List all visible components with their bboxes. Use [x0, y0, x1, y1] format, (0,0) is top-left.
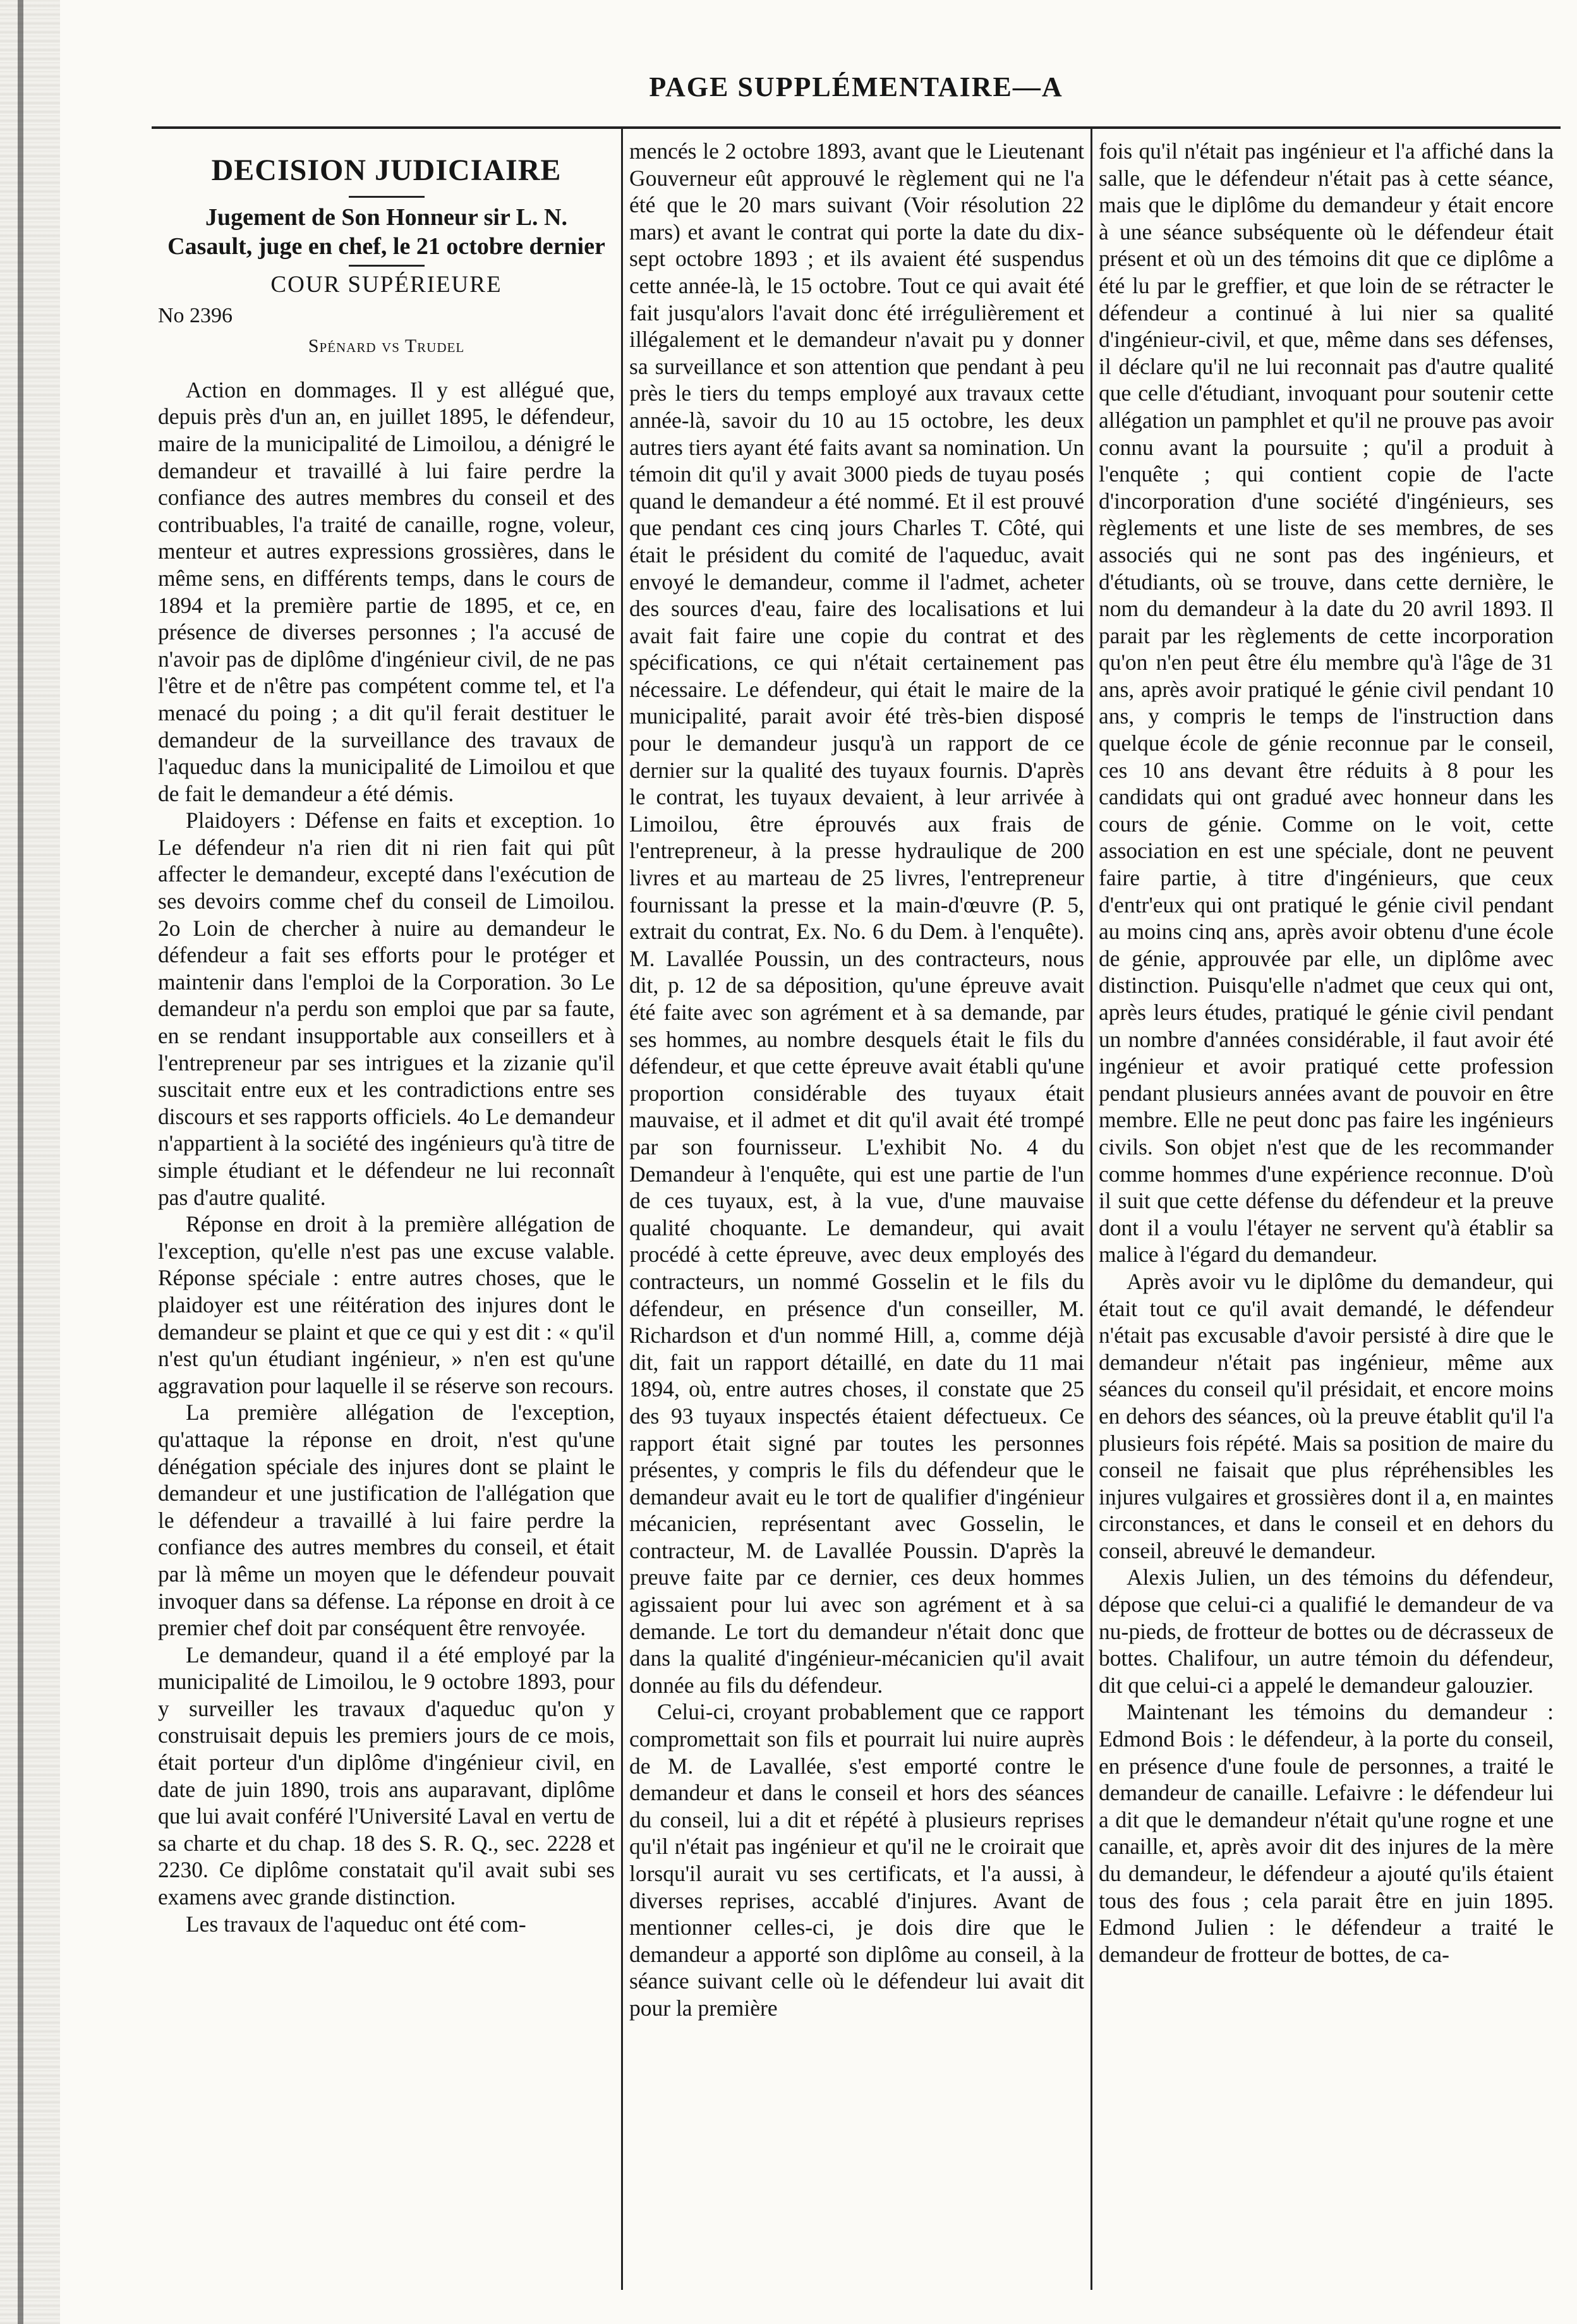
paragraph: fois qu'il n'était pas ingénieur et l'a affiché dans la salle, que le défendeur n'était pas à cette séance, mais que le diplôme du demandeur y était encore à une séance subséquente où le défendeur était présent et où un des témoins dit que ce diplôme a été lu par le greffier, et que loin de se rétracter le défendeur a continué à lui nier sa qualité d'ingénieur-civil, et que, même dans ses défenses, il déclare qu'il ne lui reconnait pas d'autre qualité que celle d'étudiant, invoquant pour soutenir cette allégation un pamphlet et qu'il ne prouve pas avoir connu avant la poursuite ; qu'il a produit à l'enquête ; qui contient copie de l'acte d'incorporation d'une société d'ingénieurs, ses règlements et une liste de ses membres, de ses associés qui ne sont pas des ingénieurs, et d'étudiants, où se trouve, dans cette dernière, le nom du demandeur à la date du 20 avril 1893. Il parait par les règlements de cette incorporation qu'on n'en peut être élu membre qu'à l'âge de 31 ans, après avoir pratiqué le génie civil pendant 10 ans, y compris le temps de l'instruction dans quelque école de génie reconnue par le conseil, ces 10 ans devant être réduits à 8 pour les candidats qui ont gradué avec honneur dans les cours de génie. Comme on le voit, cette association en est une spéciale, dont ne peuvent faire partie, à titre d'ingénieurs, que ceux d'entr'eux qui ont pratiqué le génie civil pendant au moins cinq ans, après avoir obtenu d'une école de génie, approuvée par elle, un diplôme avec distinction. Puisqu'elle n'admet que ceux qui ont, après leurs études, pratiqué le génie civil pendant un nombre d'années considérable, il faut avoir été ingénieur et avoir pratiqué cette profession pendant plusieurs années avant de pouvoir en être membre. Elle ne peut donc pas faire les ingénieurs civils. Son objet n'est que de les recommander comme hommes d'une expérience reconnue. D'où il suit que cette défense du défendeur et la preuve dont il a voulu l'étayer ne servent qu'à établir sa malice à l'égard du demandeur.	[1099, 138, 1554, 1268]
article-title: DECISION JUDICIAIRE	[211, 154, 562, 187]
binding-line	[18, 0, 23, 2324]
paragraph: mencés le 2 octobre 1893, avant que le Lieutenant Gouverneur eût approuvé le règlement qui ne l'a été que le 20 mars suivant (Voir résolution 22 mars) et avant le contrat qui porte la date du dix-sept octobre 1893 ; et ils avaient été suspendus cette année-là, le 15 octobre. Tout ce qui avait été fait jusqu'alors l'avait donc été irrégulièrement et illégalement et le demandeur n'avait pu y donner sa surveillance et son attention que pendant à peu près le tiers du temps employé aux travaux cette année-là, savoir du 10 au 15 octobre, les deux autres tiers ayant été faits avant sa nomination. Un témoin dit qu'il y avait 3000 pieds de tuyau posés quand le demandeur a été nommé. Et il est prouvé que pendant ces cinq jours Charles T. Côté, qui était le président du comité de l'aqueduc, avait envoyé le demandeur, comme il l'admet, acheter des sources d'eau, faire des localisations et lui avait fait faire une copie du contrat et des spécifications, ce qui n'était certainement pas nécessaire. Le défendeur, qui était le maire de la municipalité, parait avoir été très-bien disposé pour le demandeur jusqu'à un rapport de ce dernier sur la qualité des tuyaux fournis. D'après le contrat, les tuyaux devaient, à leur arrivée à Limoilou, être éprouvés aux frais de l'entrepreneur, à la presse hydraulique de 200 livres et au marteau de 25 livres, l'entrepreneur fournissant la presse et la main-d'œuvre (P. 5, extrait du contrat, Ex. No. 6 du Dem. à l'enquête). M. Lavallée Poussin, un des contracteurs, nous dit, p. 12 de sa déposition, qu'une épreuve avait été faite avec son agrément et à sa demande, par ses hommes, au nombre desquels était le fils du défendeur, et que cette épreuve avait établi qu'une proportion considérable des tuyaux était mauvaise, et il admet et dit qu'il avait été trompé par son fournisseur. L'exhibit No. 4 du Demandeur à l'enquête, qui est une partie de l'un de ces tuyaux, est, à la vue, d'une mauvaise qualité choquante. Le demandeur, qui avait procédé à cette épreuve, avec deux employés des contracteurs, un nommé Gosselin et le fils du défendeur, en présence d'un conseiller, M. Richardson et d'un nommé Hill, a, comme déjà dit, fait un rapport détaillé, en date du 11 mai 1894, où, entre autres choses, il constate que 25 des 93 tuyaux inspectés étaient défectueux. Ce rapport était signé par toutes les personnes présentes, y compris le fils du défendeur que le demandeur avait eu le tort de qualifier d'ingénieur mécanicien, représentant avec Gosselin, le contracteur, M. de Lavallée Poussin. D'après la preuve faite par ce dernier, ces deux hommes agissaient pour lui avec son agrément et à sa demande. Le tort du demandeur n'était donc que dans la qualité d'ingénieur-mécanicien qu'il avait donnée au fils du défendeur.	[629, 138, 1084, 1698]
paragraph: Le demandeur, quand il a été employé par la municipalité de Limoilou, le 9 octobre 1893, pour y surveiller les travaux d'aqueduc qu'on y construisait depuis les premiers jours de ce mois, était porteur d'un diplôme d'ingénieur civil, en date de juin 1890, trois ans auparavant, diplôme que lui avait conféré l'Université Laval en vertu de sa charte et du chap. 18 des S. R. Q., sec. 2228 et 2230. Ce diplôme constatait qu'il avait subi ses examens avec grande distinction.	[158, 1642, 615, 1910]
paragraph: Les travaux de l'aqueduc ont été com-	[186, 1911, 526, 1937]
title-rule	[349, 196, 425, 198]
paragraph: Action en dommages. Il y est allégué que, depuis près d'un an, en juillet 1895, le défendeur, maire de la municipalité de Limoilou, a dénigré le demandeur et travaillé à lui faire perdre la confiance des autres membres du conseil et des contribuables, l'a traité de canaille, rogne, voleur, menteur et autres expressions grossières, dans le même sens, en différents temps, dans le cours de 1894 et la première partie de 1895, et ce, en présence de diverses personnes ; l'a accusé de n'avoir pas de diplôme d'ingénieur civil, de ne pas l'être et de n'être pas compétent comme tel, et l'a menacé du poing ; a dit qu'il ferait destituer le demandeur de la surveillance des travaux de l'aqueduc dans la municipalité de Limoilou et que de fait le demandeur a été démis.	[158, 377, 615, 806]
column-2	[621, 129, 1091, 2290]
paragraph: Celui-ci, croyant probablement que ce rapport compromettait son fils et pourrait lui nuire auprès de M. de Lavallée, s'est emporté contre le demandeur et dans le conseil et hors des séances du conseil, lui a dit et répété à plusieurs reprises qu'il n'était pas ingénieur et qu'il ne le croirait que lorsqu'il aurait vu ses certificats, et l'a aussi, à diverses reprises, accablé d'injures. Avant de mentionner celles-ci, je dois dire que le demandeur a apporté son diplôme au conseil, à la séance suivant celle où le défendeur lui avait dit pour la première	[629, 1699, 1084, 2021]
subtitle-rule	[349, 265, 425, 267]
court-name: COUR SUPÉRIEURE	[270, 272, 502, 298]
paragraph: Plaidoyers : Défense en faits et exception. 1o Le défendeur n'a rien dit ni rien fait qui pût affecter le demandeur, excepté dans l'exécution de ses devoirs comme chef du conseil de Limoilou. 2o Loin de chercher à nuire au demandeur le défendeur a fait ses efforts pour le protéger et maintenir dans l'emploi de la Corporation. 3o Le demandeur n'a perdu son emploi que par sa faute, en se rendant insupportable aux conseillers et à l'entrepreneur par ses intrigues et la zizanie qu'il suscitait entre eux et les contradictions entre ses discours et ses rapports officiels. 4o Le demandeur n'appartient à la société des ingénieurs qu'à titre de simple étudiant et le défendeur ne lui reconnaît pas d'autre qualité.	[158, 808, 615, 1210]
article-columns	[152, 126, 1561, 2303]
article-subtitle: Jugement de Son Honneur sir L. N. Casault, juge en chef, le 21 octobre dernier	[167, 204, 605, 260]
column-3	[1091, 129, 1560, 2290]
case-number: No 2396	[158, 303, 233, 327]
paragraph: Maintenant les témoins du demandeur : Edmond Bois : le défendeur, à la porte du conseil, en présence d'une foule de personnes, a traité le demandeur de canaille. Lefaivre : le défendeur lui a dit que le demandeur n'était qu'une rogne et une canaille, et, après avoir dit des injures de la mère du demandeur, le défendeur a ajouté qu'ils étaient tous des fous ; cela parait être en juin 1895. Edmond Julien : le défendeur a traité le demandeur de frotteur de bottes, de ca-	[1099, 1699, 1554, 1967]
case-parties: Spénard vs Trudel	[308, 336, 465, 357]
binding-edge	[0, 0, 60, 2324]
page-header: PAGE SUPPLÉMENTAIRE—A	[649, 71, 1063, 102]
paragraph: Après avoir vu le diplôme du demandeur, qui était tout ce qu'il avait demandé, le défendeur n'était pas excusable d'avoir persisté à dire que le demandeur n'était pas ingénieur, même aux séances du conseil qu'il présidait, et encore moins en dehors des séances, où la preuve établit qu'il l'a plusieurs fois répété. Mais sa position de maire du conseil ne faisait que plus répréhensibles les injures vulgaires et grossières dont il a, en maintes circonstances, et dans le conseil et en dehors du conseil, abreuvé le demandeur.	[1099, 1268, 1554, 1563]
column-1	[152, 129, 621, 2290]
paragraph: La première allégation de l'exception, qu'attaque la réponse en droit, n'est qu'une dénégation spéciale des injures dont se plaint le demandeur et une justification de l'allégation que le défendeur a travaillé à lui faire perdre la confiance des autres membres du conseil, et était par là même un moyen que le défendeur pouvait invoquer dans sa défense. La réponse en droit à ce premier chef doit par conséquent être renvoyée.	[158, 1400, 615, 1641]
paragraph: Réponse en droit à la première allégation de l'exception, qu'elle n'est pas une excuse valable. Réponse spéciale : entre autres choses, que le plaidoyer est une réitération des injures dont le demandeur se plaint et que ce qui y est dit : « qu'il n'est qu'un étudiant ingénieur, » n'en est qu'une aggravation pour laquelle il se réserve son recours.	[158, 1211, 615, 1398]
paragraph: Alexis Julien, un des témoins du défendeur, dépose que celui-ci a qualifié le demandeur de va nu-pieds, de frotteur de bottes ou de décrasseux de bottes. Chalifour, un autre témoin du défendeur, dit que celui-ci a appelé le demandeur galouzier.	[1099, 1564, 1554, 1698]
